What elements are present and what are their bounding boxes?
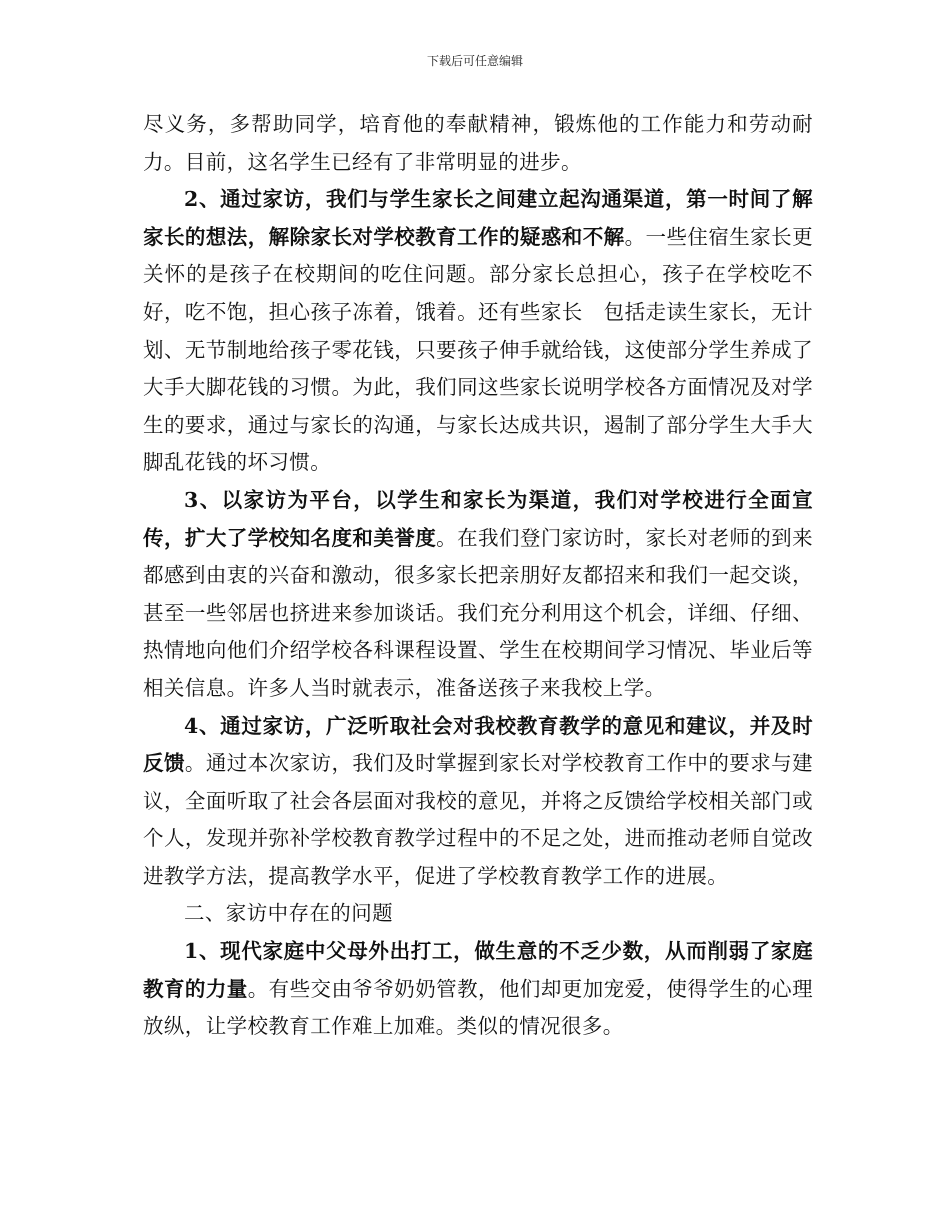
paragraph-text: 。通过本次家访，我们及时掌握到家长对学校教育工作中的要求与建议，全面听取了社会各层面对我校的意见，并将之反馈给学校相关部门或个人，发现并弥补学校教育教学过程中的不足之处，进而推动老师自觉改进教学方法，提高教学水平，促进了学校教育教学工作的进展。 [143,751,813,888]
paragraph-problem-1 [143,933,813,1046]
paragraph-bold-lead: 4、通过家访，广泛听取社会对我校教育教学的意见和建议，并及时反馈 [143,713,813,776]
paragraph-text: 。一些住宿生家长更关怀的是孩子在校期间的吃住问题。部分家长总担心，孩子在学校吃不好，吃不饱，担心孩子冻着，饿着。还有些家长 包括走读生家长，无计划、无节制地给孩子零花钱，只要孩子伸手就给钱，这使部分学生养成了大手大脚花钱的习惯。为此，我们同这些家长说明学校各方面情况及对学生的要求，通过与家长的沟通，与家长达成共识，遏制了部分学生大手大脚乱花钱的坏习惯。 [143,224,813,475]
document-body [143,106,813,1046]
paragraph-text: 。在我们登门家访时，家长对老师的到来都感到由衷的兴奋和激动，很多家长把亲朋好友都招来和我们一起交谈，甚至一些邻居也挤进来参加谈话。我们充分利用这个机会，详细、仔细、热情地向他们介绍学校各科课程设置、学生在校期间学习情况、毕业后等相关信息。许多人当时就表示，准备送孩子来我校上学。 [143,525,813,700]
paragraph-continuation [143,106,813,181]
paragraph-item-3 [143,482,813,708]
section-heading: 二、家访中存在的问题 [184,901,393,926]
paragraph-text: 。有些交由爷爷奶奶管教，他们却更加宠爱，使得学生的心理放纵，让学校教育工作难上加难。类似的情况很多。 [143,976,813,1039]
paragraph-item-2 [143,181,813,482]
paragraph-bold-lead: 3、以家访为平台，以学生和家长为渠道，我们对学校进行全面宣传，扩大了学校知名度和美誉度 [143,487,813,550]
paragraph-text: 尽义务，多帮助同学，培育他的奉献精神，锻炼他的工作能力和劳动耐力。目前，这名学生已经有了非常明显的进步。 [143,112,813,174]
paragraph-item-4 [143,708,813,896]
page-header: 下载后可任意编辑 [426,54,523,68]
paragraph-bold-lead: 2、通过家访，我们与学生家长之间建立起沟通渠道，第一时间了解家长的想法，解除家长对学校教育工作的疑惑和不解 [143,187,813,249]
paragraph-bold-lead: 1、现代家庭中父母外出打工，做生意的不乏少数，从而削弱了家庭教育的力量 [143,939,813,1001]
